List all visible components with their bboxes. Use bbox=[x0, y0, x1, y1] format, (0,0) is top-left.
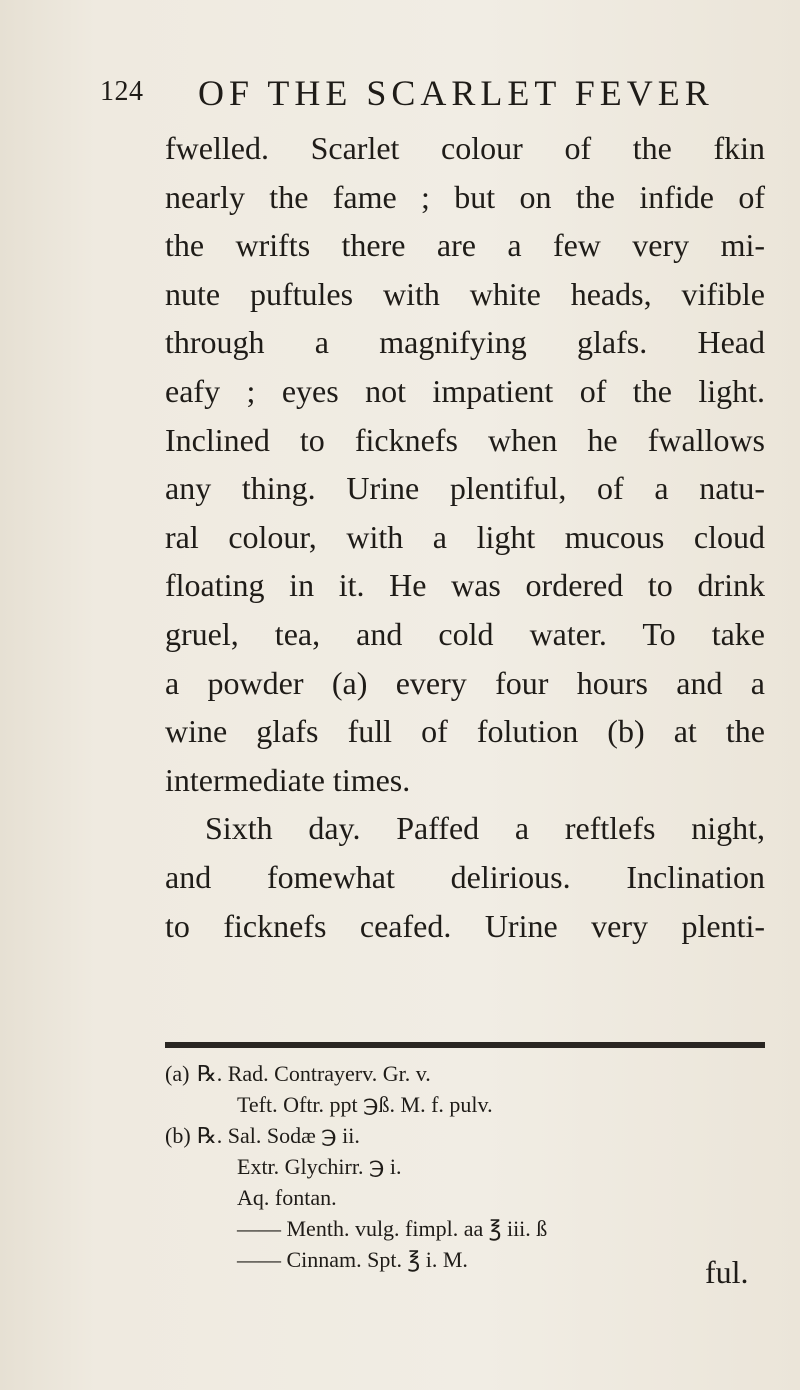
body-line: floating in it. He was ordered to drink bbox=[165, 567, 765, 604]
footnote-a-line: Teft. Oftr. ppt ℈ß. M. f. pulv. bbox=[237, 1092, 493, 1117]
footnote-b-line: Extr. Glychirr. ℈ i. bbox=[237, 1154, 402, 1179]
footnote-a-mark: (a) bbox=[165, 1061, 190, 1086]
footnote-b-mark: (b) bbox=[165, 1123, 191, 1148]
body-line: any thing. Urine plentiful, of a natu- bbox=[165, 470, 765, 507]
body-line: and fomewhat delirious. Inclination bbox=[165, 858, 765, 895]
footnote-a-text: ℞. Rad. Contrayerv. Gr. v. bbox=[197, 1061, 431, 1086]
footnote-a-line bbox=[165, 1058, 765, 1089]
body-line: nearly the fame ; but on the infide of bbox=[165, 178, 765, 215]
body-line: ral colour, with a light mucous cloud bbox=[165, 518, 765, 555]
footnote-b-text: ℞. Sal. Sodæ ℈ ii. bbox=[197, 1123, 360, 1148]
footnote-b-line: —— Menth. vulg. fimpl. aa ℥ iii. ß bbox=[237, 1216, 548, 1241]
footnote-rule bbox=[165, 1042, 765, 1048]
body-line: eafy ; eyes not impatient of the light. bbox=[165, 372, 765, 409]
footnote-b-line bbox=[165, 1120, 765, 1151]
body-line: gruel, tea, and cold water. To take bbox=[165, 615, 765, 652]
body-line: Inclined to ficknefs when he fwallows bbox=[165, 421, 765, 458]
body-line: a powder (a) every four hours and a bbox=[165, 664, 765, 701]
body-line: fwelled. Scarlet colour of the fkin bbox=[165, 130, 765, 166]
footnote-b-line: —— Cinnam. Spt. ℥ i. M. bbox=[237, 1247, 468, 1272]
body-line: wine glafs full of folution (b) at the bbox=[165, 713, 765, 750]
footnotes bbox=[165, 1058, 765, 1275]
footnote-b-line: Aq. fontan. bbox=[237, 1185, 337, 1210]
body-line: Sixth day. Paffed a reftlefs night, bbox=[205, 810, 765, 847]
page-header bbox=[100, 72, 740, 132]
body-line: through a magnifying glafs. Head bbox=[165, 324, 765, 361]
page-number: 124 bbox=[100, 76, 144, 107]
catchword: ful. bbox=[705, 1254, 749, 1290]
body-text bbox=[165, 124, 765, 950]
body-line: intermediate times. bbox=[165, 761, 411, 798]
body-line: nute puftules with white heads, vifible bbox=[165, 275, 765, 312]
running-head: OF THE SCARLET FEVER bbox=[198, 73, 714, 113]
body-line: the wrifts there are a few very mi- bbox=[165, 227, 765, 264]
body-line: to ficknefs ceafed. Urine very plenti- bbox=[165, 907, 765, 944]
